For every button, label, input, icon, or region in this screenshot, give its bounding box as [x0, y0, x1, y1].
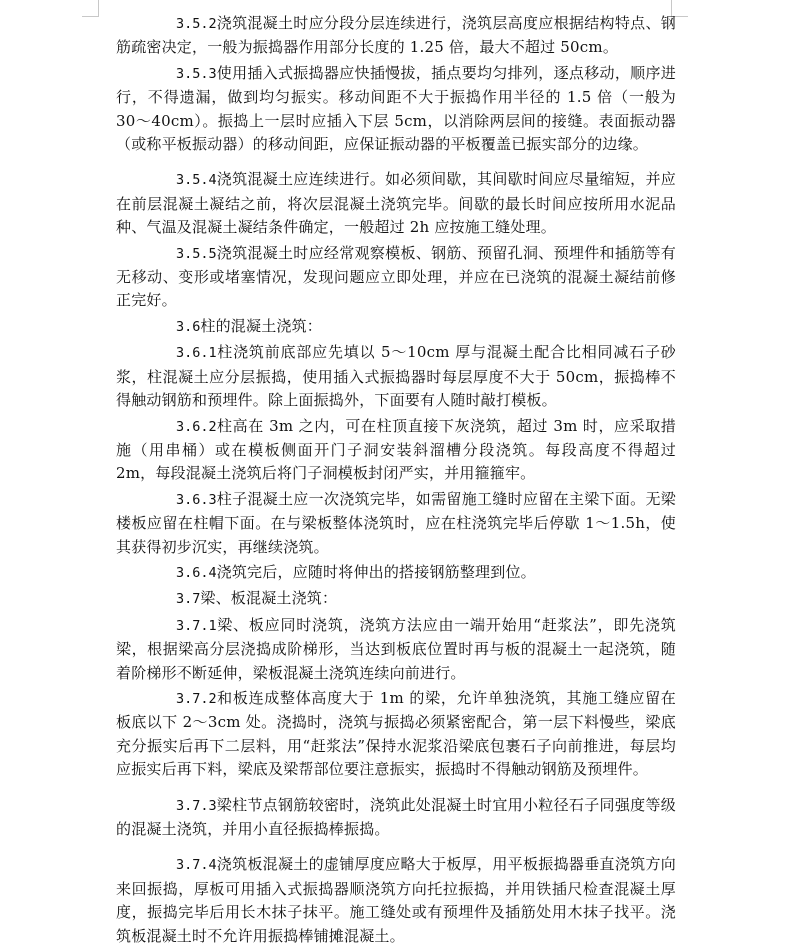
document-body	[116, 12, 676, 950]
clause-text: 柱子混凝土应一次浇筑完毕，如需留施工缝时应留在主梁下面。无梁楼板应留在柱帽下面。在与梁板整体浇筑时，应在柱浇筑完毕后停歇 1～1.5h，使其获得初步沉实，再继续浇筑。	[116, 489, 676, 556]
clause-text: 浇筑混凝土时应分段分层连续进行，浇筑层高度应根据结构特点、钢筋疏密决定，一般为振捣器作用部分长度的 1.25 倍，最大不超过 50cm。	[116, 14, 676, 57]
clause-text: 浇筑混凝土时应经常观察模板、钢筋、预留孔洞、预埋件和插筋等有无移动、变形或堵塞情况，发现问题应立即处理，并应在已浇筑的混凝土凝结前修正完好。	[116, 243, 676, 310]
clause-number: 3.5.3	[176, 65, 217, 82]
crop-mark-left-horizontal	[82, 16, 99, 17]
clause-3-6-3	[116, 488, 676, 559]
clause-number: 3.6.2	[176, 418, 217, 435]
clause-number: 3.7.1	[176, 617, 217, 634]
clause-text: 和板连成整体高度大于 1m 的梁，允许单独浇筑，其施工缝应留在板底以下 2～3cm 处。浇捣时，浇筑与振捣必须紧密配合，第一层下料慢些，梁底充分振实后再下二层料，用“赶浆法”保持水泥浆沿梁底包裹石子向前推进，每层均应振实后再下料，梁底及梁帮部位要注意振实，振捣时不得触动钢筋及预埋件。	[116, 688, 676, 779]
clause-3-6-2	[116, 415, 676, 486]
clause-number: 3.7.3	[176, 797, 217, 814]
clause-text: 柱浇筑前底部应先填以 5～10cm 厚与混凝土配合比相同减石子砂浆，柱混凝土应分层振捣，使用插入式振捣器时每层厚度不大于 50cm，振捣棒不得触动钢筋和预埋件。除上面振捣外，下面要有人随时敲打模板。	[116, 343, 676, 410]
clause-3-6-4	[116, 561, 676, 585]
section-number: 3.7	[176, 591, 201, 608]
clause-text: 浇筑完后，应随时将伸出的搭接钢筋整理到位。	[216, 562, 536, 581]
clause-text: 梁、板应同时浇筑，浇筑方法应由一端开始用“赶浆法”，即先浇筑梁，根据梁高分层浇捣成阶梯形，当达到板底位置时再与板的混凝土一起浇筑，随着阶梯形不断延伸，梁板混凝土浇筑连续向前进行。	[116, 615, 676, 682]
clause-3-7-2	[116, 687, 676, 782]
clause-3-5-5	[116, 242, 676, 313]
clause-3-6-1	[116, 341, 676, 412]
clause-3-5-4	[116, 168, 676, 239]
clause-3-5-3	[116, 62, 676, 157]
clause-3-7-4	[116, 853, 676, 948]
clause-number: 3.7.4	[176, 857, 217, 874]
crop-mark-left-vertical	[98, 0, 99, 16]
clause-3-7-3	[116, 794, 676, 842]
section-heading-3-6	[116, 315, 676, 339]
clause-number: 3.6.4	[176, 564, 217, 581]
section-number: 3.6	[176, 318, 201, 335]
section-title: 梁、板混凝土浇筑：	[200, 589, 338, 608]
clause-text: 浇筑板混凝土的虚铺厚度应略大于板厚，用平板振捣器垂直浇筑方向来回振捣，厚板可用插入式振捣器顺浇筑方向托拉振捣，并用铁插尺检查混凝土厚度，振捣完毕后用长木抹子抹平。施工缝处或有预埋件及插筋处用木抹子找平。浇筑板混凝土时不允许用振捣棒铺摊混凝土。	[116, 855, 676, 945]
clause-number: 3.5.4	[176, 172, 217, 189]
section-title: 柱的混凝土浇筑：	[200, 316, 322, 335]
clause-text: 浇筑混凝土应连续进行。如必须间歇，其间歇时间应尽量缩短，并应在前层混凝土凝结之前，将次层混凝土浇筑完毕。间歇的最长时间应按所用水泥品种、气温及混凝土凝结条件确定，一般超过 2h 应按施工缝处理。	[116, 170, 676, 237]
clause-3-5-2	[116, 12, 676, 60]
clause-number: 3.7.2	[176, 690, 217, 707]
clause-3-7-1	[116, 614, 676, 685]
clause-number: 3.5.5	[176, 245, 217, 262]
clause-text: 梁柱节点钢筋较密时，浇筑此处混凝土时宜用小粒径石子同强度等级的混凝土浇筑，并用小直径振捣棒振捣。	[116, 795, 676, 838]
clause-number: 3.6.1	[176, 345, 217, 362]
clause-text: 使用插入式振捣器应快插慢拔，插点要均匀排列，逐点移动，顺序进行，不得遗漏，做到均匀振实。移动间距不大于振捣作用半径的 1.5 倍（一般为 30～40cm）。振捣上一层时应插入下层 5cm，以消除两层间的接缝。表面振动器（或称平板振动器）的移动间距，应保证振动器的平板覆盖已振实部分的边缘。	[116, 63, 676, 154]
clause-text: 柱高在 3m 之内，可在柱顶直接下灰浇筑，超过 3m 时，应采取措施（用串桶）或在模板侧面开门子洞安装斜溜槽分段浇筑。每段高度不得超过 2m，每段混凝土浇筑后将门子洞模板封闭严实，并用箍箍牢。	[116, 416, 676, 483]
section-heading-3-7	[116, 587, 676, 611]
clause-number: 3.6.3	[176, 491, 217, 508]
clause-number: 3.5.2	[176, 16, 217, 32]
